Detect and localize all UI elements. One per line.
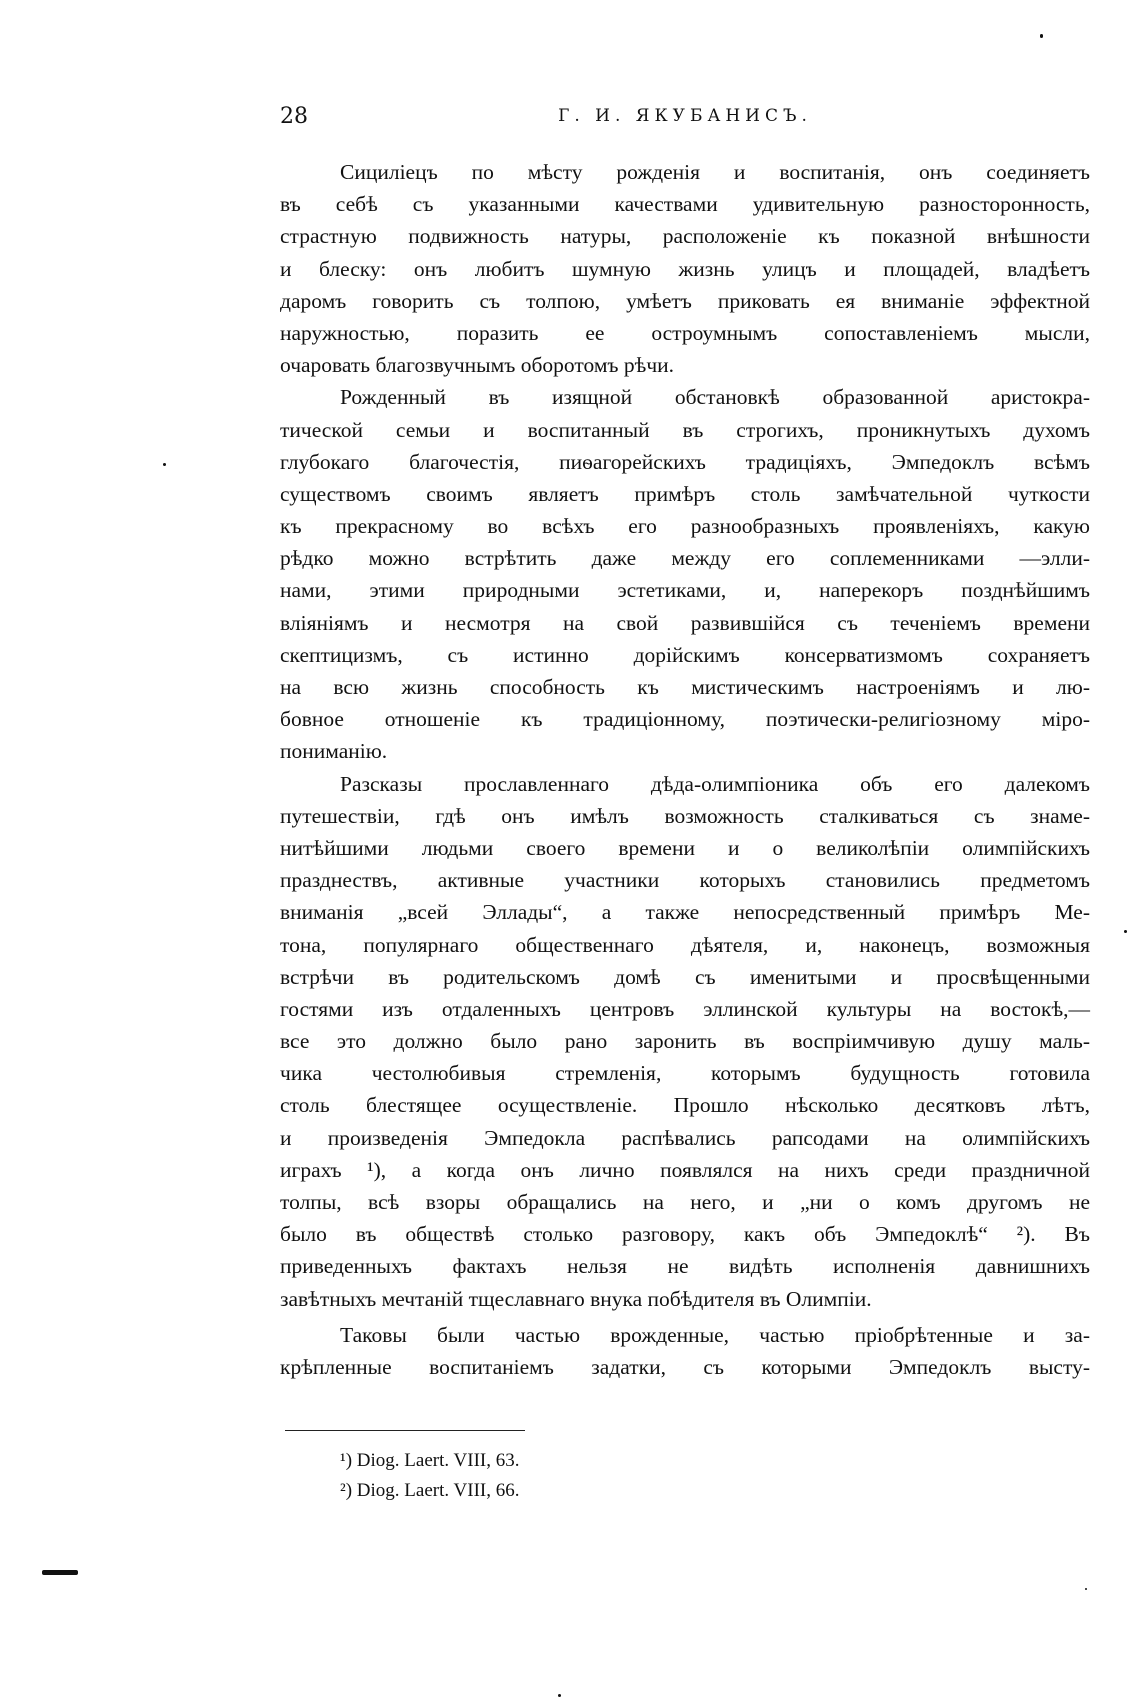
text-line: завѣтныхъ мечтанiй тщеславнаго внука побѣдителя въ Олимпiи.: [280, 1286, 872, 1311]
footnote: [340, 1446, 519, 1476]
text-line: тической семьи и воспитанный въ строгихъ, проникнутыхъ духомъ: [280, 417, 1090, 442]
text-line: въ себѣ съ указанными качествами удивительную разносторонность,: [280, 192, 1090, 217]
text-line: столь блестящее осуществленiе. Прошло нѣсколько десятковъ лѣтъ,: [280, 1093, 1090, 1118]
text-line: скептицизмъ, съ истинно дорiйскимъ консерватизмомъ сохраняетъ: [280, 642, 1090, 667]
text-line: даромъ говорить съ толпою, умѣетъ приковать ея вниманiе эффектной: [280, 288, 1090, 313]
text-line: тона, популярнаго общественнаго дѣятеля, и, наконецъ, возможныя: [280, 932, 1090, 957]
text-line: все это должно было рано заронить въ воспрiимчивую душу маль-: [280, 1029, 1090, 1054]
page-number: 28: [280, 104, 308, 129]
page-header: [280, 104, 1090, 138]
text-line: Сицилiецъ по мѣсту рожденiя и воспитанiя, онъ соединяетъ: [340, 160, 1090, 184]
scan-mark: [42, 1570, 78, 1575]
text-line: встрѣчи въ родительскомъ домѣ съ именитыми и просвѣщенными: [280, 964, 1090, 989]
footnote-rule: [285, 1430, 525, 1431]
text-line: играхъ ¹), а когда онъ лично появлялся на нихъ среди праздничной: [280, 1157, 1090, 1182]
paragraph: [280, 1319, 1090, 1383]
text-line: путешествiи, гдѣ онъ имѣлъ возможность сталкиваться съ знаме-: [280, 803, 1090, 828]
text-line: страстную подвижность натуры, расположенiе къ показной внѣшности: [280, 224, 1090, 249]
text-line: существомъ своимъ являетъ примѣръ столь замѣчательной чуткости: [280, 481, 1090, 506]
text-line: нами, этими природными эстетиками, и, наперекоръ позднѣйшимъ: [280, 578, 1090, 603]
paragraph: [280, 768, 1090, 1315]
text-line: Таковы были частью врожденные, частью прiобрѣтенные и за-: [340, 1322, 1090, 1347]
text-line: приведенныхъ фактахъ нельзя не видѣть исполненiя давнишнихъ: [280, 1254, 1090, 1279]
running-head: Г. И. ЯКУБАНИСЪ.: [558, 106, 812, 126]
text-line: рѣдко можно встрѣтить даже между его соплеменниками —элли-: [280, 546, 1090, 571]
text-line: пониманiю.: [280, 739, 388, 764]
text-line: вниманiя „всей Эллады“, а также непосредственный примѣръ Ме-: [280, 900, 1090, 925]
footnote-text: Diog. Laert. VIII, 63.: [356, 1450, 520, 1471]
paragraph: [280, 156, 1090, 381]
text-line: было въ обществѣ столько разговору, какъ объ Эмпедоклѣ“ ²). Въ: [280, 1222, 1090, 1247]
footnote-mark: ²): [340, 1480, 353, 1501]
text-line: и произведенiя Эмпедокла распѣвались рапсодами на олимпiйскихъ: [280, 1125, 1090, 1150]
scan-speck: [1040, 34, 1043, 38]
text-line: нитѣйшими людьми своего времени и о великолѣпiи олимпiйскихъ: [280, 835, 1090, 860]
scan-speck: [1085, 1588, 1087, 1590]
text-line: крѣпленные воспитанiемъ задатки, съ которыми Эмпедоклъ высту-: [280, 1354, 1090, 1379]
footnote: [340, 1476, 519, 1506]
text-line: Разсказы прославленнаго дѣда-олимпiоника объ его далекомъ: [340, 771, 1090, 796]
footnote-text: Diog. Laert. VIII, 66.: [356, 1480, 520, 1501]
text-line: толпы, всѣ взоры обращались на него, и „ни о комъ другомъ не: [280, 1190, 1090, 1214]
scan-speck: [163, 463, 166, 466]
text-line: на всю жизнь способность къ мистическимъ настроенiямъ и лю-: [280, 675, 1090, 699]
footnote-mark: ¹): [340, 1450, 353, 1471]
footnotes: [340, 1446, 519, 1506]
text-line: и блеску: онъ любитъ шумную жизнь улицъ и площадей, владѣетъ: [280, 256, 1090, 281]
text-line: влiянiямъ и несмотря на свой развившiйся съ теченiемъ времени: [280, 610, 1090, 635]
text-line: чика честолюбивыя стремленiя, которымъ будущность готовила: [280, 1061, 1090, 1086]
text-line: гостями изъ отдаленныхъ центровъ эллинской культуры на востокѣ,—: [280, 996, 1090, 1021]
text-line: глубокаго благочестiя, пиѳагорейскихъ традицiяхъ, Эмпедоклъ всѣмъ: [280, 449, 1090, 474]
text-line: наружностью, поразить ее остроумнымъ сопоставленiемъ мысли,: [280, 320, 1090, 345]
scan-speck: [1124, 930, 1127, 933]
text-line: празднествъ, активные участники которыхъ становились предметомъ: [280, 868, 1090, 893]
text-line: Рожденный въ изящной обстановкѣ образованной аристокра-: [340, 385, 1090, 410]
text-line: бовное отношенiе къ традицiонному, поэтически-религiозному мiро-: [280, 707, 1090, 732]
text-line: очаровать благозвучнымъ оборотомъ рѣчи.: [280, 353, 675, 378]
paragraph: [280, 381, 1090, 767]
text-line: къ прекрасному во всѣхъ его разнообразныхъ проявленiяхъ, какую: [280, 514, 1090, 539]
body-text: [280, 156, 1090, 1383]
